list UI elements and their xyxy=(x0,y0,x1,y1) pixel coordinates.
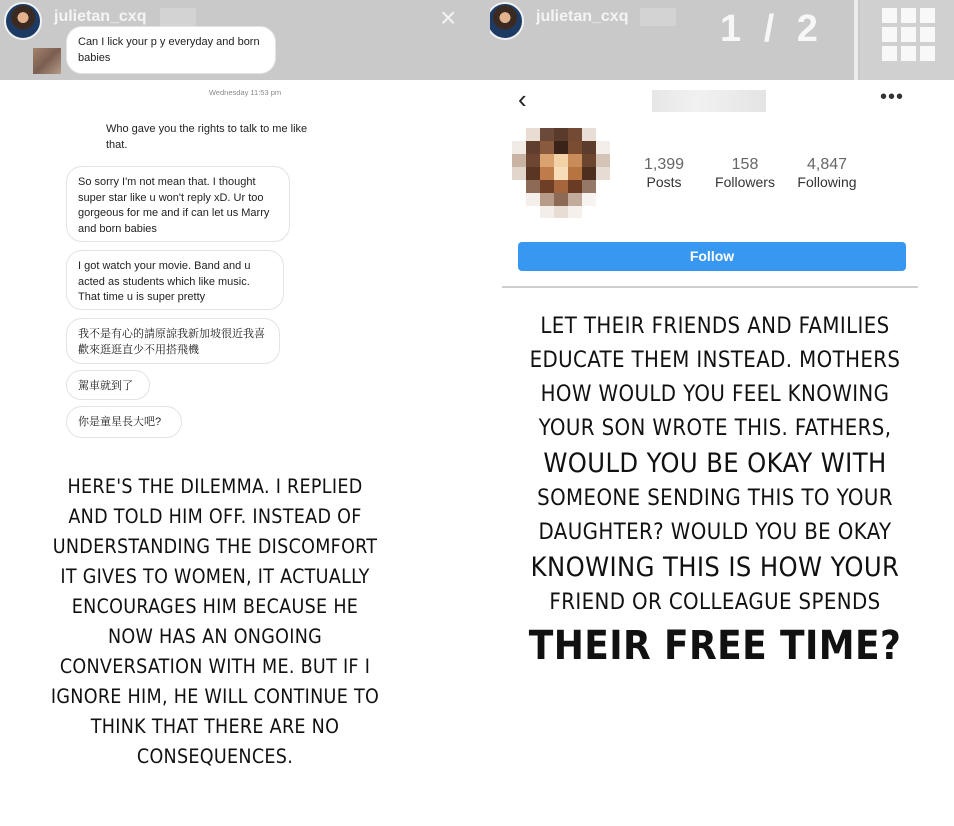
grid-icon[interactable] xyxy=(860,0,954,80)
grid-cell xyxy=(901,8,916,23)
pixel-block xyxy=(540,141,554,154)
message-bubble xyxy=(66,166,290,242)
pixel-block xyxy=(568,193,582,206)
message-bubble xyxy=(66,318,280,364)
pixel-block xyxy=(540,128,554,141)
reply-message xyxy=(106,122,316,153)
close-icon[interactable]: × xyxy=(440,2,457,33)
follow-button[interactable]: Follow xyxy=(518,242,906,271)
caption-line: YOUR SON WROTE THIS. FATHERS, xyxy=(538,416,892,441)
pixel-block xyxy=(526,180,540,193)
pixel-block xyxy=(526,141,540,154)
user-avatar[interactable] xyxy=(490,2,524,40)
pixel-block xyxy=(582,154,596,167)
username[interactable]: julietan_cxq xyxy=(54,8,147,25)
pixel-block xyxy=(568,180,582,193)
grid-cell xyxy=(882,46,897,61)
grid-cell xyxy=(882,8,897,23)
caption-line: WOULD YOU BE OKAY WITH xyxy=(543,448,887,479)
message-text: I got watch your movie. Band and u acted as students which like music. That time u is super pretty xyxy=(78,260,251,303)
message-timestamp: Wednesday 11:53 pm xyxy=(208,88,282,97)
pixel-block xyxy=(540,180,554,193)
stat-posts[interactable] xyxy=(630,156,698,190)
stat-value: 1,399 xyxy=(643,156,685,173)
story-header xyxy=(490,0,954,80)
pixel-block xyxy=(554,141,568,154)
pixel-block xyxy=(526,193,540,206)
page-counter: 1 / 2 xyxy=(720,8,824,50)
pixel-block xyxy=(568,141,582,154)
pixel-block xyxy=(596,193,610,206)
story-panel-right xyxy=(490,0,954,826)
story-caption xyxy=(525,310,905,672)
pixel-block xyxy=(554,154,568,167)
message-bubble xyxy=(66,250,284,310)
pixel-block xyxy=(540,154,554,167)
stat-label: Posts xyxy=(646,174,682,190)
pixel-block xyxy=(512,180,526,193)
pixel-block xyxy=(540,193,554,206)
pixel-block xyxy=(582,206,596,218)
username[interactable]: julietan_cxq xyxy=(536,8,629,25)
message-text: 我不是有心的請原諒我新加坡很近我喜歡來逛逛直少不用搭飛機 xyxy=(78,328,265,356)
stat-value: 4,847 xyxy=(806,156,848,173)
pixel-block xyxy=(540,167,554,180)
message-text: Can I lick your p y everyday and born babies xyxy=(78,36,260,64)
pixel-block xyxy=(582,141,596,154)
message-bubble xyxy=(66,26,276,74)
message-text: Who gave you the rights to talk to me like that. xyxy=(106,123,308,151)
message-text: 你是童星長大吧? xyxy=(78,416,162,428)
pixel-block xyxy=(596,154,610,167)
stat-following[interactable] xyxy=(790,156,864,190)
pixel-block xyxy=(526,167,540,180)
pixel-block xyxy=(582,193,596,206)
pixel-block xyxy=(554,193,568,206)
caption-line: EDUCATE THEM INSTEAD. MOTHERS xyxy=(529,348,901,373)
profile-divider xyxy=(502,286,918,288)
profile-picture[interactable] xyxy=(512,128,610,218)
message-text: 駕車就到了 xyxy=(78,380,133,392)
pixel-block xyxy=(568,206,582,218)
pixel-block xyxy=(596,141,610,154)
caption-line: HOW WOULD YOU FEEL KNOWING xyxy=(540,382,890,407)
stat-followers[interactable] xyxy=(708,156,782,190)
pixel-block xyxy=(512,206,526,218)
pixel-block xyxy=(526,154,540,167)
pixel-block xyxy=(512,128,526,141)
grid-cell xyxy=(920,46,935,61)
pixel-block xyxy=(554,128,568,141)
story-caption: HERE'S THE DILEMMA. I REPLIED AND TOLD HIM OFF. INSTEAD OF UNDERSTANDING THE DISCOMFORT IT GIVES TO WOMEN, IT ACTUALLY ENCOURAGES HIM BECAUSE HE NOW HAS AN ONGOING CONVERSATION WITH ME. BUT IF I IGNORE HIM, HE WILL CONTINUE TO THINK THAT THERE ARE NO CONSEQUENCES. xyxy=(50,475,380,768)
caption-line: KNOWING THIS IS HOW YOUR xyxy=(530,552,900,583)
caption-line: THEIR FREE TIME? xyxy=(528,623,902,669)
pixel-block xyxy=(512,154,526,167)
grid-cell xyxy=(901,46,916,61)
pixel-block xyxy=(512,167,526,180)
story-header xyxy=(0,0,490,80)
message-bubble xyxy=(66,370,150,400)
pixel-block xyxy=(596,128,610,141)
more-options-icon[interactable]: ••• xyxy=(880,86,905,108)
user-avatar[interactable] xyxy=(4,2,42,40)
pixel-block xyxy=(526,128,540,141)
blurred-tag xyxy=(160,8,196,26)
pixel-block xyxy=(568,128,582,141)
message-text: So sorry I'm not mean that. I thought super star like u won't reply xD. Ur too gorgeous for me and if can let us Marry and born babies xyxy=(78,176,270,235)
grid-cell xyxy=(920,8,935,23)
caption-line: DAUGHTER? WOULD YOU BE OKAY xyxy=(538,520,892,545)
pixel-block xyxy=(596,180,610,193)
divider xyxy=(854,0,858,80)
grid-cell xyxy=(920,27,935,42)
stat-label: Following xyxy=(797,174,857,190)
caption-line: FRIEND OR COLLEAGUE SPENDS xyxy=(549,590,881,615)
pixel-block xyxy=(568,167,582,180)
blurred-tag xyxy=(640,8,676,26)
pixel-block xyxy=(526,206,540,218)
pixel-block xyxy=(568,154,582,167)
pixel-block xyxy=(582,167,596,180)
pixel-block xyxy=(540,206,554,218)
stat-value: 158 xyxy=(731,156,759,173)
caption-line: SOMEONE SENDING THIS TO YOUR xyxy=(537,486,893,511)
pixel-block xyxy=(554,206,568,218)
sender-avatar xyxy=(33,48,61,74)
pixel-block xyxy=(554,167,568,180)
pixel-block xyxy=(582,128,596,141)
caption-line: LET THEIR FRIENDS AND FAMILIES xyxy=(540,314,890,339)
pixel-block xyxy=(512,141,526,154)
back-chevron-icon[interactable]: ‹ xyxy=(518,84,527,114)
stat-label: Followers xyxy=(715,174,775,190)
pixel-block xyxy=(554,180,568,193)
grid-cell xyxy=(882,27,897,42)
pixel-block xyxy=(582,180,596,193)
grid-cell xyxy=(901,27,916,42)
pixel-block xyxy=(512,193,526,206)
message-bubble xyxy=(66,406,182,438)
blurred-profile-name xyxy=(652,90,766,112)
pixel-block xyxy=(596,206,610,218)
pixel-block xyxy=(596,167,610,180)
